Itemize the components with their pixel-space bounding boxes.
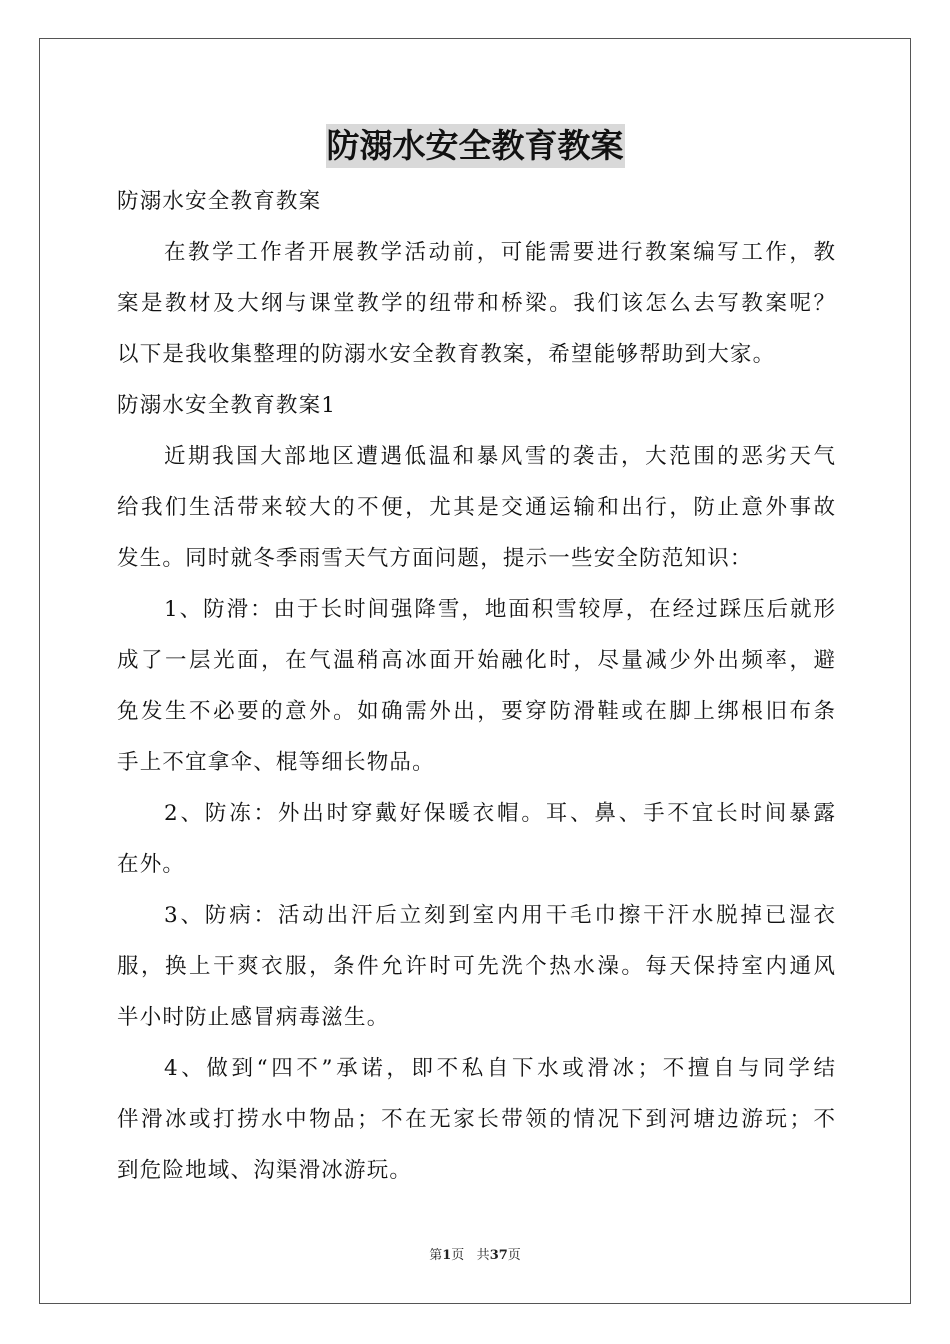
text-line: 1、防滑：由于长时间强降雪，地面积雪较厚，在经过踩压后就形 — [164, 597, 835, 622]
page-footer — [0, 1246, 950, 1266]
footer-total-prefix: 共 — [476, 1248, 490, 1263]
footer-total-pages: 37 — [489, 1248, 508, 1263]
text-line: 在外。 — [117, 852, 186, 877]
text-line: 4、做到“四不”承诺，即不私自下水或滑冰；不擅自与同学结 — [164, 1056, 835, 1081]
document-title: 防溺水安全教育教案 — [326, 124, 625, 168]
text-line: 手上不宜拿伞、棍等细长物品。 — [117, 750, 435, 775]
text-line: 给我们生活带来较大的不便，尤其是交通运输和出行，防止意外事故 — [117, 495, 835, 520]
title-container — [0, 124, 950, 168]
text-line: 防溺水安全教育教案 — [117, 189, 322, 214]
footer-page-prefix: 第 — [429, 1248, 443, 1263]
footer-page-suffix: 页 — [451, 1248, 465, 1263]
text-line: 防溺水安全教育教案1 — [117, 393, 337, 418]
text-line: 免发生不必要的意外。如确需外出，要穿防滑鞋或在脚上绑根旧布条 — [117, 699, 835, 724]
text-line: 到危险地域、沟渠滑冰游玩。 — [117, 1158, 413, 1183]
text-line: 在教学工作者开展教学活动前，可能需要进行教案编写工作，教 — [164, 240, 835, 265]
footer-page-number: 1 — [442, 1248, 452, 1263]
text-line: 3、防病：活动出汗后立刻到室内用干毛巾擦干汗水脱掉已湿衣 — [164, 903, 835, 928]
text-line: 以下是我收集整理的防溺水安全教育教案，希望能够帮助到大家。 — [117, 342, 776, 367]
document-body — [117, 176, 835, 1196]
text-line: 半小时防止感冒病毒滋生。 — [117, 1005, 390, 1030]
text-line: 近期我国大部地区遭遇低温和暴风雪的袭击，大范围的恶劣天气 — [164, 444, 835, 469]
text-line: 发生。同时就冬季雨雪天气方面问题，提示一些安全防范知识： — [117, 546, 753, 571]
text-line: 服，换上干爽衣服，条件允许时可先洗个热水澡。每天保持室内通风 — [117, 954, 835, 979]
text-line: 成了一层光面，在气温稍高冰面开始融化时，尽量减少外出频率，避 — [117, 648, 835, 673]
text-line: 案是教材及大纲与课堂教学的纽带和桥梁。我们该怎么去写教案呢？ — [117, 291, 835, 316]
footer-total-suffix: 页 — [507, 1248, 521, 1263]
text-line: 伴滑冰或打捞水中物品；不在无家长带领的情况下到河塘边游玩；不 — [117, 1107, 835, 1132]
text-line: 2、防冻：外出时穿戴好保暖衣帽。耳、鼻、手不宜长时间暴露 — [164, 801, 835, 826]
